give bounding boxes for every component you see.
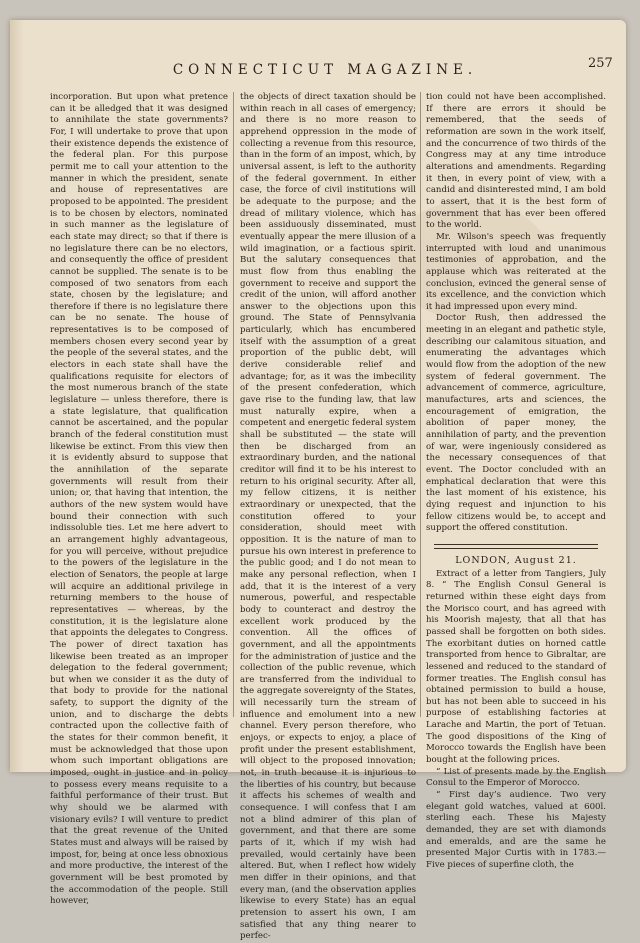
body-paragraph: tion could not have been accomplished. If there are errors it should be remembered, that the seeds of reformation are sown in the work itself, and the concurrence of two thirds of the Congress may at any time introduce alterations and amendments. Regarding it then, in every point of view, with a candid and disinterested mind, I am bold to assert, that it is the best form of government that has ever been offered to the world. (426, 92, 606, 231)
column-divider (420, 92, 421, 717)
text-column-2 (240, 92, 416, 943)
body-paragraph: Doctor Rush, then addressed the meeting in an elegant and pathetic style, describing our calamitous situation, and enumerating the advantages which would flow from the adoption of the new system of federal government. The advancement of commerce, agriculture, manufactures, arts and sciences, the encouragement of emigration, the abolition of paper money, the annihilation of party, and the prevention of war, were ingeniously considered as the necessary consequences of that event. The Doctor concluded with an emphatical declaration that were this the last moment of his existence, his dying request and injunction to his fellow citizens would be, to accept and support the offered constitution. (426, 313, 606, 534)
column-divider (233, 92, 234, 717)
body-paragraph: Extract of a letter from Tangiers, July 8. “ The English Consul General is returned within these eight days from the Morisco court, and has agreed with his Moorish majesty, that all that has passed shall be forgotten on both sides. The exorbitant duties on horned cattle transported from hence to Gibraltar, are lessened and reduced to the standard of former treaties. The English consul has obtained permission to build a house, but has not been able to succeed in his purpose of establishing factories at Larache and Martin, the port of Tetuan. The good dispositions of the King of Morocco towards the English have been bought at the following prices. (426, 568, 606, 766)
text-column-1 (50, 92, 228, 908)
running-header: CONNECTICUT MAGAZINE. (172, 62, 478, 78)
section-rule (434, 544, 598, 549)
body-paragraph: incorporation. But upon what pretence can it be alledged that it was designed to annihilate the state governments? For, I will undertake to prove that upon their existence depends the existence of the federal plan. For this purpose permit me to call your attention to the manner in which the president, senate and house of representatives are proposed to be appointed. The president is to be chosen by electors, nominated in such manner as the legislature of each state may direct; so that if there is no legislature there can be no electors, and consequently the office of president cannot be supplied. The senate is to be composed of two senators from each state, chosen by the legislature; and therefore if there is no legislature there can be no senate. The house of representatives is to be composed of members chosen every second year by the people of the several states, and the electors in each state shall have the qualifications requisite for electors of the most numerous branch of the state legislature — unless therefore, there is a state legislature, that qualification cannot be ascertained, and the popular branch of the federal constitution must likewise be extinct. From this view then it is evidently absurd to suppose that the annihilation of the separate governments will result from their union; or, that having that intention, the authors of the new system would have bound their connection with such indissoluble ties. Let me here advert to an arrangement highly advantageous, for you will perceive, without prejudice to the powers of the legislature in the election of Senators, the people at large will acquire an additional privilege in returning members to the house of representatives — whereas, by the constitution, it is the legislature alone that appoints the delegates to Congress. The power of direct taxation has likewise been treated as an improper delegation to the federal government; but when we consider it as the duty of that body to provide for the national safety, to support the dignity of the union, and to discharge the debts contracted upon the collective faith of the states for their common benefit, it must be acknowledged that those upon whom such important obligations are imposed, ought in justice and in policy to possess every means requisite to a faithful performance of their trust. But why should we be alarmed with visionary evils? I will venture to predict that the great revenue of the United States must and always will be raised by impost, for, being at once less obnoxious and more productive, the interest of the government will be best promoted by the accommodation of the people. Still however, (50, 92, 228, 907)
news-dateline: LONDON, August 21. (455, 554, 577, 566)
text-column-3 (426, 92, 606, 872)
magazine-page (10, 20, 626, 942)
body-paragraph: “ List of presents made by the English Consul to the Emperor of Morocco. (426, 766, 606, 789)
page-gutter (10, 20, 24, 772)
body-paragraph: “ First day’s audience. Two very elegant gold watches, valued at 600l. sterling each. These his Majesty demanded, they are set with diamonds and emeralds, and are the same he presented Major Curtis with in 1783.—Five pieces of superfine cloth, the (426, 790, 606, 870)
body-paragraph: Mr. Wilson's speech was frequently interrupted with loud and unanimous testimonies of approbation, and the applause which was reiterated at the conclusion, evinced the general sense of its excellence, and the conviction which it had impressed upon every mind. (426, 231, 606, 312)
page-number: 257 (588, 56, 613, 71)
body-paragraph: the objects of direct taxation should be within reach in all cases of emergency; and there is no more reason to apprehend oppression in the mode of collecting a revenue from this resource, than in the form of an impost, which, by universal assent, is left to the authority of the federal government. In either case, the force of civil institutions will be adequate to the purpose; and the dread of military violence, which has been assiduously disseminated, must eventually appear the mere illusion of a wild imagination, or a factious spirit. But the salutary consequences that must flow from thus enabling the government to receive and support the credit of the union, will afford another answer to the objections upon this ground. The State of Pennsylvania particularly, which has encumbered itself with the assumption of a great proportion of the public debt, will derive considerable relief and advantage; for, as it was the imbecility of the present confederation, which gave rise to the funding law, that law must naturally expire, when a competent and energetic federal system shall be substituted — the state will then be discharged from an extraordinary burden, and the national creditor will find it to be his interest to return to his original security. After all, my fellow citizens, it is neither extraordinary or unexpected, that the constitution offered to your consideration, should meet with opposition. It is the nature of man to pursue his own interest in preference to the public good; and I do not mean to make any personal reflection, when I add, that it is the interest of a very numerous, powerful, and respectable body to counteract and destroy the excellent work produced by the convention. All the offices of government, and all the appointments for the administration of justice and the collection of the public revenue, which are transferred from the individual to the aggregate sovereignty of the States, will necessarily turn the stream of influence and emolument into a new channel. Every person therefore, who enjoys, or expects to enjoy, a place of profit under the present establishment, will object to the proposed innovation; not, in truth because it is injurious to the liberties of his country, but because it affects his schemes of wealth and consequence. I will confess that I am not a blind admirer of this plan of government, and that there are some parts of it, which if my wish had prevailed, would certainly have been altered. But, when I reflect how widely men differ in their opinions, and that every man, (and the observation applies likewise to every State) has an equal pretension to assert his own, I am satisfied that any thing nearer to perfec- (240, 92, 416, 942)
